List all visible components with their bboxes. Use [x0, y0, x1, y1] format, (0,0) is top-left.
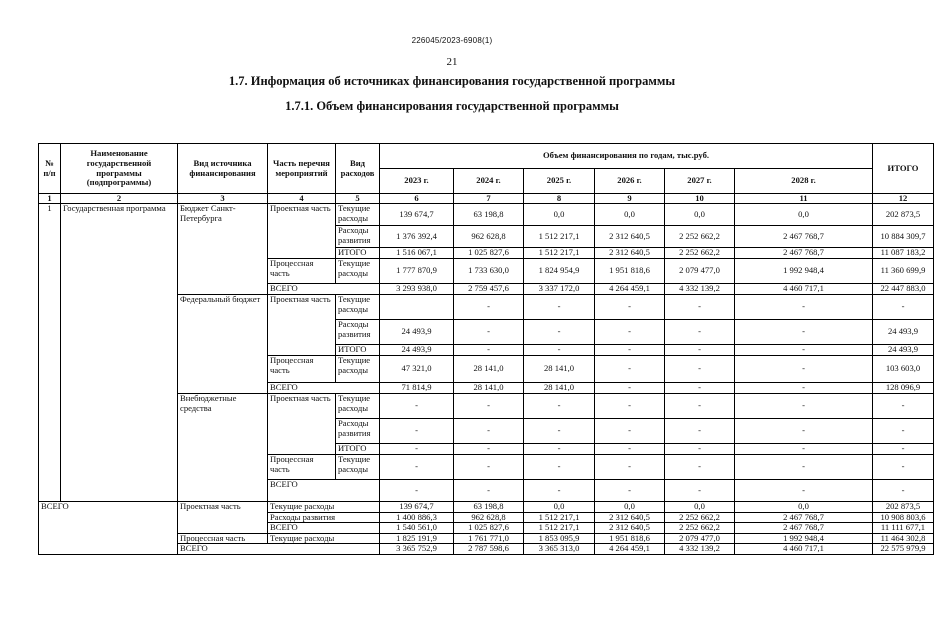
year-value-cell: 2 079 477,0 [665, 259, 735, 284]
year-value-cell: - [735, 444, 873, 455]
year-value-cell: - [380, 480, 454, 502]
header-num: № п/п [39, 144, 61, 194]
year-value-cell [380, 295, 454, 320]
header-source: Вид источника финансирования [178, 144, 268, 194]
col-index: 5 [336, 194, 380, 204]
year-value-cell: 1 512 217,1 [524, 523, 595, 534]
kind-current: Текущие расходы [336, 295, 380, 320]
row-number: 1 [39, 204, 61, 502]
year-value-cell: 3 337 172,0 [524, 284, 595, 295]
year-value-cell: 4 264 459,1 [595, 284, 665, 295]
kind-current: Текущие расходы [336, 356, 380, 383]
kind-current: Текущие расходы [336, 394, 380, 419]
year-value-cell: - [380, 455, 454, 480]
total-value-cell: - [873, 419, 934, 444]
year-value-cell: - [524, 345, 595, 356]
header-year: 2024 г. [454, 169, 524, 194]
header-program-name: Наименование государственной программы (подпрограммы) [61, 144, 178, 194]
col-index: 4 [268, 194, 336, 204]
year-value-cell: 2 312 640,5 [595, 523, 665, 534]
year-value-cell: 1 853 095,9 [524, 533, 595, 544]
kind-current: Текущие расходы [268, 533, 380, 544]
year-value-cell: 0,0 [595, 502, 665, 513]
part-project: Проектная часть [268, 295, 336, 356]
year-value-cell: 4 460 717,1 [735, 284, 873, 295]
year-value-cell: - [524, 320, 595, 345]
part-process: Процессная часть [268, 356, 336, 383]
year-value-cell: 63 198,8 [454, 204, 524, 226]
year-value-cell: 2 467 768,7 [735, 248, 873, 259]
financing-table [38, 143, 934, 555]
header-part: Часть перечня мероприятий [268, 144, 336, 194]
year-value-cell: 1 777 870,9 [380, 259, 454, 284]
year-value-cell: - [595, 480, 665, 502]
header-year: 2028 г. [735, 169, 873, 194]
kind-development: Расходы развития [336, 320, 380, 345]
year-value-cell: 1 825 191,9 [380, 533, 454, 544]
source-federal: Федеральный бюджет [178, 295, 268, 394]
year-value-cell: - [454, 320, 524, 345]
year-value-cell: 0,0 [595, 204, 665, 226]
year-value-cell: - [595, 444, 665, 455]
program-name: Государственная программа [61, 204, 178, 502]
year-value-cell: - [665, 419, 735, 444]
col-index: 2 [61, 194, 178, 204]
header-year: 2027 г. [665, 169, 735, 194]
year-value-cell: - [524, 419, 595, 444]
header-year: 2026 г. [595, 169, 665, 194]
total-value-cell: 128 096,9 [873, 383, 934, 394]
year-value-cell: - [735, 455, 873, 480]
col-index: 11 [735, 194, 873, 204]
col-index: 7 [454, 194, 524, 204]
year-value-cell: 1 025 827,6 [454, 248, 524, 259]
col-index: 3 [178, 194, 268, 204]
label-vsego: ВСЕГО [268, 284, 380, 295]
year-value-cell: 1 951 818,6 [595, 533, 665, 544]
year-value-cell: 962 628,8 [454, 512, 524, 523]
year-value-cell: - [524, 394, 595, 419]
year-value-cell: 2 312 640,5 [595, 512, 665, 523]
year-value-cell: - [665, 394, 735, 419]
year-value-cell: - [595, 419, 665, 444]
part-project: Проектная часть [268, 394, 336, 455]
header-total: ИТОГО [873, 144, 934, 194]
year-value-cell: 1 376 392,4 [380, 226, 454, 248]
year-value-cell: - [665, 480, 735, 502]
table-row [39, 502, 934, 513]
year-value-cell: 28 141,0 [524, 356, 595, 383]
total-value-cell: - [873, 394, 934, 419]
part-process: Процессная часть [178, 533, 268, 544]
year-value-cell: 28 141,0 [524, 383, 595, 394]
year-value-cell: 63 198,8 [454, 502, 524, 513]
year-value-cell: 4 332 139,2 [665, 544, 735, 555]
year-value-cell: - [454, 394, 524, 419]
year-value-cell: 0,0 [735, 204, 873, 226]
total-value-cell: 103 603,0 [873, 356, 934, 383]
year-value-cell: 0,0 [524, 502, 595, 513]
year-value-cell: - [595, 383, 665, 394]
year-value-cell: 28 141,0 [454, 383, 524, 394]
year-value-cell: - [524, 295, 595, 320]
year-value-cell: 2 252 662,2 [665, 248, 735, 259]
year-value-cell: 139 674,7 [380, 204, 454, 226]
year-value-cell: - [735, 419, 873, 444]
source-spb: Бюджет Санкт-Петербурга [178, 204, 268, 295]
year-value-cell: 0,0 [735, 502, 873, 513]
year-value-cell: 2 467 768,7 [735, 226, 873, 248]
year-value-cell: 0,0 [665, 204, 735, 226]
kind-itogo: ИТОГО [336, 444, 380, 455]
year-value-cell: 2 467 768,7 [735, 523, 873, 534]
col-index: 8 [524, 194, 595, 204]
year-value-cell: - [735, 394, 873, 419]
label-vsego: ВСЕГО [268, 480, 380, 502]
year-value-cell: 1 512 217,1 [524, 226, 595, 248]
year-value-cell: 4 460 717,1 [735, 544, 873, 555]
year-value-cell: - [380, 394, 454, 419]
total-value-cell: 10 908 803,6 [873, 512, 934, 523]
year-value-cell: 24 493,9 [380, 345, 454, 356]
year-value-cell: 1 992 948,4 [735, 533, 873, 544]
year-value-cell: 2 312 640,5 [595, 226, 665, 248]
total-value-cell: 11 360 699,9 [873, 259, 934, 284]
year-value-cell: - [454, 480, 524, 502]
total-value-cell: 10 884 309,7 [873, 226, 934, 248]
label-vsego: ВСЕГО [268, 523, 380, 534]
year-value-cell: - [735, 295, 873, 320]
year-value-cell: - [454, 444, 524, 455]
total-value-cell: 11 464 302,8 [873, 533, 934, 544]
year-value-cell: 2 252 662,2 [665, 523, 735, 534]
total-value-cell: 24 493,9 [873, 320, 934, 345]
kind-current: Текущие расходы [268, 502, 380, 513]
year-value-cell: - [454, 345, 524, 356]
year-value-cell: - [665, 455, 735, 480]
section-heading: 1.7. Информация об источниках финансирования государственной программы [228, 74, 676, 88]
year-value-cell: - [665, 345, 735, 356]
kind-current: Текущие расходы [336, 259, 380, 284]
year-value-cell: - [665, 356, 735, 383]
year-value-cell: 2 759 457,6 [454, 284, 524, 295]
kind-development: Расходы развития [336, 419, 380, 444]
total-value-cell: - [873, 295, 934, 320]
year-value-cell: - [454, 455, 524, 480]
total-block-label: ВСЕГО [39, 502, 178, 555]
year-value-cell: 4 332 139,2 [665, 284, 735, 295]
year-value-cell: - [665, 444, 735, 455]
year-value-cell: 962 628,8 [454, 226, 524, 248]
year-value-cell: - [454, 419, 524, 444]
year-value-cell: - [524, 480, 595, 502]
year-value-cell: 2 079 477,0 [665, 533, 735, 544]
label-vsego: ВСЕГО [268, 383, 380, 394]
col-index: 1 [39, 194, 61, 204]
year-value-cell: 3 365 313,0 [524, 544, 595, 555]
col-index: 6 [380, 194, 454, 204]
header-year: 2025 г. [524, 169, 595, 194]
year-value-cell: - [380, 419, 454, 444]
year-value-cell: 3 365 752,9 [380, 544, 454, 555]
year-value-cell: 1 516 067,1 [380, 248, 454, 259]
part-process: Процессная часть [268, 455, 336, 480]
year-value-cell: - [454, 295, 524, 320]
year-value-cell: 1 025 827,6 [454, 523, 524, 534]
year-value-cell: - [524, 444, 595, 455]
year-value-cell: - [735, 356, 873, 383]
year-value-cell: 1 400 886,3 [380, 512, 454, 523]
year-value-cell: 1 992 948,4 [735, 259, 873, 284]
year-value-cell: - [595, 455, 665, 480]
year-value-cell: 1 824 954,9 [524, 259, 595, 284]
col-index: 12 [873, 194, 934, 204]
year-value-cell: - [665, 295, 735, 320]
source-extrabudget: Внебюджетные средства [178, 394, 268, 502]
year-value-cell: 4 264 459,1 [595, 544, 665, 555]
year-value-cell: - [524, 455, 595, 480]
table-row [39, 204, 934, 226]
year-value-cell: 24 493,9 [380, 320, 454, 345]
total-value-cell: 22 575 979,9 [873, 544, 934, 555]
page-number: 21 [446, 56, 458, 68]
year-value-cell: 1 512 217,1 [524, 248, 595, 259]
kind-current: Текущие расходы [336, 204, 380, 226]
year-value-cell: 0,0 [665, 502, 735, 513]
year-value-cell: 1 733 630,0 [454, 259, 524, 284]
year-value-cell: - [380, 444, 454, 455]
header-year: 2023 г. [380, 169, 454, 194]
year-value-cell: 1 951 818,6 [595, 259, 665, 284]
part-project: Проектная часть [178, 502, 268, 534]
total-value-cell: 24 493,9 [873, 345, 934, 356]
year-value-cell: - [735, 480, 873, 502]
part-project: Проектная часть [268, 204, 336, 259]
column-index-row [39, 194, 934, 204]
year-value-cell: 1 512 217,1 [524, 512, 595, 523]
kind-current: Текущие расходы [336, 455, 380, 480]
kind-itogo: ИТОГО [336, 248, 380, 259]
total-value-cell: 11 087 183,2 [873, 248, 934, 259]
kind-development: Расходы развития [268, 512, 380, 523]
label-vsego: ВСЕГО [178, 544, 380, 555]
year-value-cell: 2 467 768,7 [735, 512, 873, 523]
year-value-cell: 28 141,0 [454, 356, 524, 383]
col-index: 10 [665, 194, 735, 204]
total-value-cell: - [873, 480, 934, 502]
year-value-cell: - [735, 345, 873, 356]
year-value-cell: 2 252 662,2 [665, 512, 735, 523]
year-value-cell: 139 674,7 [380, 502, 454, 513]
col-index: 9 [595, 194, 665, 204]
kind-itogo: ИТОГО [336, 345, 380, 356]
total-value-cell: 202 873,5 [873, 502, 934, 513]
year-value-cell: 3 293 938,0 [380, 284, 454, 295]
year-value-cell: - [735, 383, 873, 394]
year-value-cell: 1 540 561,0 [380, 523, 454, 534]
total-value-cell: 22 447 883,0 [873, 284, 934, 295]
header-expense-kind: Вид расходов [336, 144, 380, 194]
part-process: Процессная часть [268, 259, 336, 284]
header-year-group: Объем финансирования по годам, тыс.руб. [380, 144, 873, 169]
year-value-cell: - [595, 320, 665, 345]
year-value-cell: 1 761 771,0 [454, 533, 524, 544]
total-value-cell: 11 111 677,1 [873, 523, 934, 534]
year-value-cell: - [595, 394, 665, 419]
kind-development: Расходы развития [336, 226, 380, 248]
year-value-cell: - [595, 345, 665, 356]
subsection-heading: 1.7.1. Объем финансирования государственной программы [285, 99, 619, 113]
total-value-cell: 202 873,5 [873, 204, 934, 226]
total-value-cell: - [873, 455, 934, 480]
year-value-cell: 2 312 640,5 [595, 248, 665, 259]
year-value-cell: - [665, 383, 735, 394]
year-value-cell: - [735, 320, 873, 345]
year-value-cell: 2 787 598,6 [454, 544, 524, 555]
year-value-cell: - [665, 320, 735, 345]
document-id: 226045/2023-6908(1) [411, 36, 493, 45]
total-value-cell: - [873, 444, 934, 455]
year-value-cell: - [595, 356, 665, 383]
year-value-cell: - [595, 295, 665, 320]
year-value-cell: 0,0 [524, 204, 595, 226]
year-value-cell: 2 252 662,2 [665, 226, 735, 248]
year-value-cell: 71 814,9 [380, 383, 454, 394]
year-value-cell: 47 321,0 [380, 356, 454, 383]
